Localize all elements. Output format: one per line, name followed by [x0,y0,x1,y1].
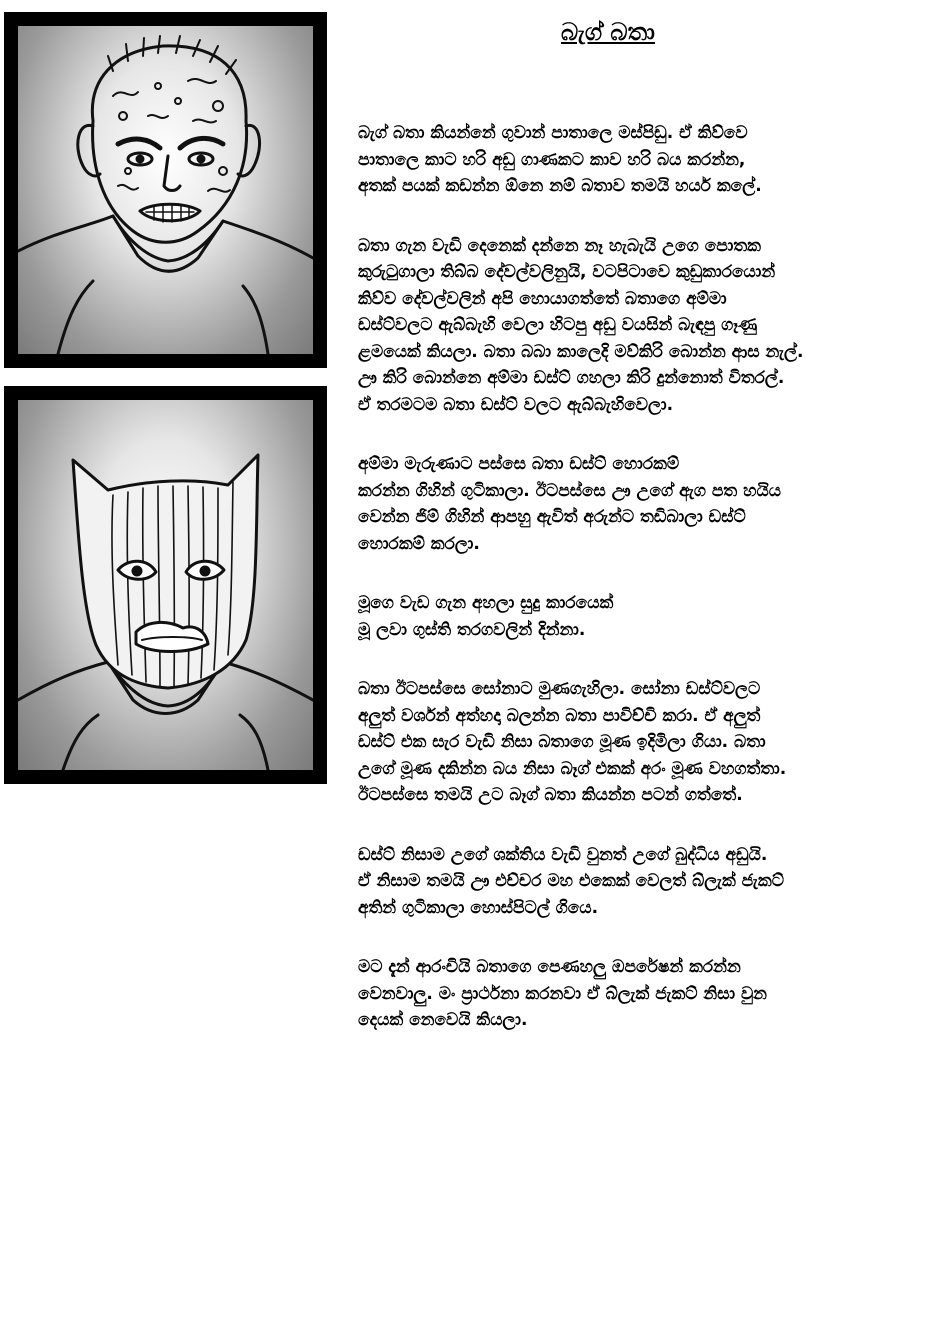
text-line: හොරකම් කරලා. [358,533,480,554]
paragraph-2 [358,233,918,419]
paragraph-1 [358,120,918,200]
text-line: මූ ලවා ගුස්ති තරගවලින් දින්නා. [358,619,586,640]
text-line: ඊටපස්සෙ තමයි උට බෑග් බතා කියන්න පටන් ගත්තේ. [358,785,743,805]
text-line: බැග් බතා කියන්නේ ගුවාන් පාතාලෙ මස්පිඩු. ඒ කිව්වෙ [358,123,748,143]
text-line: දෙයක් නෙවෙයි කියලා. [358,1010,528,1030]
text-line: බතා ගැන වැඩි දෙනෙක් දන්නෙ නෑ හැබැයි උගෙ පොතක [358,235,761,256]
text-line: ඌ කිරි බොන්නෙ අම්මා ඩස්ට් ගහලා කිරි දුන්නොත් විතරල්. [358,368,785,388]
portrait-panel-unmasked [4,12,327,368]
text-line: අම්මා මැරුණාට පස්සෙ බතා ඩස්ට් හොරකම් [358,454,680,474]
paragraph-5 [358,676,918,809]
text-line: කිව්ව දේවල්වලින් අපි හොයාගත්තේ බතාගෙ අම්මා [358,288,727,309]
text-line: ඩස්ට් නිසාම උගේ ශක්තිය වැඩි වුනත් උගේ බුද්ධිය අඩුයි. [358,844,768,865]
text-line: මූගෙ වැඩ ගැන අහලා සුදු කාරයෙක් [358,593,614,613]
text-line: බතා ඊටපස්සෙ සෝනාට මුණගැහිලා. සෝනා ඩස්ට්වලට [358,679,761,699]
bag-mask-drawing [18,400,313,770]
text-line: අලුත් වර්ශන් අත්හදා බලන්න බතා පාවිච්චි කරා. ඒ අලුත් [358,705,761,726]
portrait-masked-illustration [18,400,313,770]
text-line: වෙන්න ජිම් ගිහින් ආපහු ඇවිත් අරුන්ට තඩිබාලා ඩස්ට් [358,507,746,527]
scarred-face-drawing [18,26,313,354]
text-line: කුරුටුගාලා තිබ්බ දේවල්වලිනුයි, වටපිටාවෙ කුඩුකාරයොන් [358,262,776,282]
story-text [358,120,918,1067]
text-line: පාතාලෙ කාට හරි අඩු ගාණකට කාව හරි බය කරන්න, [358,149,746,170]
paragraph-7 [358,954,918,1034]
text-line: වෙනවාලු. මං ප්‍රාර්ථනා කරනවා ඒ බ්ලැක් ජැකට් නිසා වුන [358,983,767,1004]
text-line: මට දැන් ආරංචියි බතාගෙ පෙණහලු ඔපරේෂන් කරන්න [358,957,741,977]
text-line: ඩස්ට්වලට ඇබ්බැහි වෙලා හිටපු අඩු වයසින් බැඳපු ගෑණු [358,315,758,335]
text-line: ළමයෙක් කියලා. බතා බබා කාලෙදි මව්කිරි බොන්න ආස නැල්. [358,341,804,362]
text-line: කරන්න ගිහින් ගුටිකාලා. ඊටපස්සෙ ඌ උගේ ඇග පත හයිය [358,480,781,501]
portrait-panel-masked [4,386,327,784]
text-line: උගේ මූණ දකින්න බය නිසා බෑග් එකක් අරං මූණ වහගත්තා. [358,758,787,779]
text-line: ඒ තරමටම බතා ඩස්ට් වලට ඇබ්බැහිවෙලා. [358,394,674,415]
paragraph-3 [358,451,918,557]
text-line: අතින් ගුටිකාලා හොස්පිටල් ගියෙ. [358,897,599,918]
text-line: ඩස්ට් එක සැර වැඩි නිසා බතාගෙ මූණ ඉදිමිලා ගියා. බතා [358,732,766,752]
paragraph-6 [358,842,918,922]
text-line: ඒ නිසාම තමයි ඌ එච්චර මහ එකෙක් වෙලත් බ්ලැක් ජැකට් [358,871,784,891]
portrait-unmasked-illustration [18,26,313,354]
paragraph-4 [358,590,918,643]
text-line: අතක් පයක් කඩන්න ඕනෙ නම් බතාව තමයි හයර් කලේ. [358,176,762,196]
page-title: බැග් බතා [561,18,655,46]
